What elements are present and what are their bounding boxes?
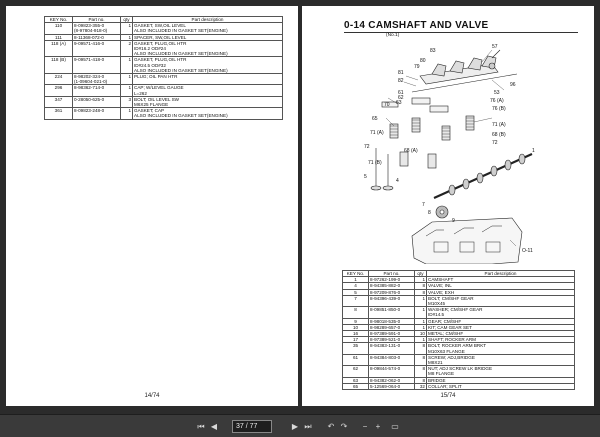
cell-part-no: 8-09851-850-0: [369, 307, 415, 313]
cell-key: 110: [45, 23, 73, 29]
callout-81: 81: [398, 70, 404, 76]
cell-key: 9: [343, 318, 369, 324]
cell-qty: 1: [121, 57, 133, 63]
cell-part-no: 8-94384-803-0: [369, 354, 415, 360]
cell-part-no: 9-09571-418-0: [73, 57, 121, 63]
cell-description: SCREW; ADJ,BRIDGE: [427, 354, 575, 360]
cell-qty: 8: [415, 354, 427, 360]
cell-key: 62: [343, 366, 369, 372]
cell-key: 10: [343, 324, 369, 330]
cell-description: VALVE; EXH: [427, 289, 575, 295]
cell-part-no: 8-94396-439-0: [369, 295, 415, 301]
page-number: 15/74: [440, 393, 456, 399]
page-number: 14/74: [144, 393, 160, 399]
cell-qty: 32: [415, 383, 427, 389]
cell-key: 1: [343, 277, 369, 283]
cell-part-no: 8-98362-714-0: [73, 85, 121, 91]
cell-key: 61: [343, 354, 369, 360]
cell-description: KIT; CAM GEAR SET: [427, 324, 575, 330]
callout-65: 65: [372, 116, 378, 122]
callout-72-right: 72: [492, 140, 498, 146]
cell-description: GASKET, PLUG,OIL HTR: [133, 40, 283, 46]
cell-part-no: (1-09604-021-0): [73, 79, 121, 85]
cell-description: ID#14.5: [427, 312, 575, 318]
cell-description: ALSO INCLUDED IN GASKET SET(ENGINE): [133, 28, 283, 34]
cell-description: M10X63 FLANGE: [427, 349, 575, 355]
cell-qty: 1: [415, 277, 427, 283]
cell-key: 5: [343, 289, 369, 295]
cell-description: BOLT; OIL LEVEL SW: [133, 96, 283, 102]
section-subtitle: (No.1): [386, 33, 400, 38]
header-description: Part description: [133, 17, 283, 23]
cell-part-no: 8-09844-574-0: [369, 366, 415, 372]
cell-key: 118 (A): [45, 40, 73, 46]
cell-part-no: 8-98289-657-0: [369, 324, 415, 330]
callout-71a-left: 71 (A): [370, 130, 384, 136]
cell-description: WASHER; CM/SHF GEAR: [427, 307, 575, 313]
header-part-no: Part no.: [73, 17, 121, 23]
cell-key: 111: [45, 34, 73, 40]
cell-qty: 3: [121, 96, 133, 102]
cell-part-no: 8-97389-591-0: [369, 331, 415, 337]
callout-96: 96: [510, 82, 516, 88]
table-row: [343, 383, 575, 389]
cell-description: PLUG; OIL PAN HTR: [133, 74, 283, 80]
cell-key: [45, 113, 73, 119]
callout-62: 62: [398, 95, 404, 101]
cell-description: M8X21: [427, 360, 575, 366]
cell-part-no: 8-97209-876-0: [369, 289, 415, 295]
cell-description: CAMSHAFT: [427, 277, 575, 283]
cell-description: SHAFT; ROCKER ARM: [427, 337, 575, 343]
cell-qty: 1: [121, 74, 133, 80]
cell-description: NUT; ADJ SCREW LK BRIDGE: [427, 366, 575, 372]
camshaft-valve-exploded-diagram: [342, 36, 578, 264]
callout-76b: 76 (B): [492, 106, 506, 112]
cell-description: BOLT; CM/SHF GEAR: [427, 295, 575, 301]
cell-qty: [121, 113, 133, 119]
cell-key: 7: [343, 295, 369, 301]
cell-qty: 1: [121, 108, 133, 114]
callout-5: 5: [364, 174, 367, 180]
cell-qty: 1: [415, 324, 427, 330]
cell-qty: 1: [121, 85, 133, 91]
cell-part-no: 8-97389-521-0: [369, 337, 415, 343]
callout-71b: 71 (B): [368, 160, 382, 166]
callout-1: 1: [532, 148, 535, 154]
forward-icon[interactable]: ↷: [340, 422, 348, 431]
cell-part-no: 8-94385-882-0: [369, 283, 415, 289]
cell-qty: 1: [415, 318, 427, 324]
left-table-body: [45, 23, 283, 119]
header-description: Part description: [427, 271, 575, 277]
cell-qty: 1: [415, 295, 427, 301]
callout-68b: 68 (B): [492, 132, 506, 138]
cell-description: GASKET, SW,OIL LEVEL: [133, 23, 283, 29]
cell-description: M8 FLANGE: [427, 371, 575, 377]
callout-79: 79: [414, 64, 420, 70]
cell-key: 35: [343, 343, 369, 349]
next-page-icon[interactable]: ▶: [291, 422, 299, 431]
cell-key: 118 (B): [45, 57, 73, 63]
cell-part-no: 9-09571-416-0: [73, 40, 121, 46]
cell-qty: 1: [415, 337, 427, 343]
left-parts-table: [44, 16, 283, 120]
cell-description: L=262: [133, 91, 283, 97]
callout-4: 4: [396, 178, 399, 184]
callout-53: 53: [494, 90, 500, 96]
callout-7: 7: [422, 202, 425, 208]
callout-57: 57: [492, 44, 498, 50]
cell-description: ALSO INCLUDED IN GASKET SET(ENGINE): [133, 113, 283, 119]
cell-key: 8: [343, 307, 369, 313]
cell-qty: 8: [415, 283, 427, 289]
cell-description: BOLT; ROCKER ARM BRKT: [427, 343, 575, 349]
cell-key: 224: [45, 74, 73, 80]
cell-part-no: 8-11368-072-0: [73, 34, 121, 40]
cell-part-no: (8-97804-918-0): [73, 28, 121, 34]
callout-o11: O-11: [522, 248, 533, 254]
right-document-page: [302, 6, 594, 406]
cell-qty: 8: [415, 343, 427, 349]
header-key-no: KEY No.: [343, 271, 369, 277]
prev-page-icon[interactable]: ◀: [210, 422, 218, 431]
right-table-body: [343, 277, 575, 390]
cell-description: METAL; CM/SHF: [427, 331, 575, 337]
left-document-page: [6, 6, 298, 406]
cell-part-no: 8-94383-131-0: [369, 343, 415, 349]
cell-part-no: 8-09823-355-0: [73, 23, 121, 29]
cell-description: COLLAR; SPLIT: [427, 383, 575, 389]
cell-description: VALVE; INL: [427, 283, 575, 289]
callout-70: 70: [384, 102, 390, 108]
header-key-no: KEY No.: [45, 17, 73, 23]
callout-83: 83: [430, 48, 436, 54]
cell-part-no: 8-98202-324-0: [73, 74, 121, 80]
cell-description: M10X45: [427, 301, 575, 307]
header-part-no: Part no.: [369, 271, 415, 277]
cell-part-no: 8-94382-062-0: [369, 377, 415, 383]
cell-description: SPACER, SW,OIL LEVEL: [133, 34, 283, 40]
cell-description: GEAR; CM/SHF: [427, 318, 575, 324]
cell-description: ALSO INCLUDED IN GASKET SET(ENGINE): [133, 51, 283, 57]
back-icon[interactable]: ↶: [327, 422, 335, 431]
cell-part-no: 8-98018-535-0: [369, 318, 415, 324]
cell-key: 361: [45, 108, 73, 114]
callout-9: 9: [452, 218, 455, 224]
title-rule: [344, 32, 578, 33]
cell-description: M6X25 FLANGE: [133, 102, 283, 108]
cell-qty: 1: [121, 34, 133, 40]
page-number-input[interactable]: 37 / 77: [232, 420, 272, 433]
viewer-toolbar: [0, 414, 600, 437]
cell-key: 296: [45, 85, 73, 91]
cell-description: ID#16.2 OD#24: [133, 46, 283, 51]
zoom-in-icon[interactable]: +: [375, 422, 381, 431]
cell-description: CAP; W/LEVEL GAUGE: [133, 85, 283, 91]
callout-63: 63: [396, 100, 402, 106]
section-title: 0-14 CAMSHAFT AND VALVE: [344, 20, 489, 31]
table-row: [45, 113, 283, 119]
cell-description: GASKET, PLUG,OIL HTR: [133, 57, 283, 63]
cell-key: 65: [343, 383, 369, 389]
header-qty: qty: [121, 17, 133, 23]
fit-page-icon[interactable]: ▭: [391, 422, 399, 431]
cell-qty: 2: [121, 40, 133, 46]
cell-description: GASKET; CAP: [133, 108, 283, 114]
cell-qty: 8: [415, 377, 427, 383]
cell-part-no: [73, 113, 121, 119]
callout-8: 8: [428, 210, 431, 216]
cell-description: BRIDGE: [427, 377, 575, 383]
callout-82: 82: [398, 78, 404, 84]
cell-key: 63: [343, 377, 369, 383]
cell-key: 16: [343, 331, 369, 337]
cell-description: ID#24.5 OD#32: [133, 63, 283, 68]
cell-part-no: 8-97262-199-0: [369, 277, 415, 283]
right-parts-table: [342, 270, 575, 390]
cell-qty: 8: [415, 366, 427, 372]
cell-key: 17: [343, 337, 369, 343]
cell-key: 4: [343, 283, 369, 289]
callout-76a: 76 (A): [490, 98, 504, 104]
callout-61: 61: [398, 90, 404, 96]
cell-part-no: 5-12569-064-0: [369, 383, 415, 389]
last-page-icon[interactable]: ⏭: [304, 422, 312, 431]
cell-qty: 1: [121, 23, 133, 29]
callout-71a-right: 71 (A): [492, 122, 506, 128]
cell-key: 347: [45, 96, 73, 102]
header-qty: qty: [415, 271, 427, 277]
callout-80: 80: [420, 58, 426, 64]
cell-qty: 8: [415, 289, 427, 295]
first-page-icon[interactable]: ⏮: [197, 422, 205, 431]
callout-68a: 68 (A): [404, 148, 418, 154]
cell-qty: 1: [415, 307, 427, 313]
zoom-out-icon[interactable]: −: [362, 422, 368, 431]
cell-description: ALSO INCLUDED IN GASKET SET(ENGINE): [133, 68, 283, 74]
callout-72-left: 72: [364, 144, 370, 150]
cell-qty: 10: [415, 331, 427, 337]
cell-part-no: 8-09823-248-0: [73, 108, 121, 114]
cell-part-no: 0-28050-625-0: [73, 96, 121, 102]
